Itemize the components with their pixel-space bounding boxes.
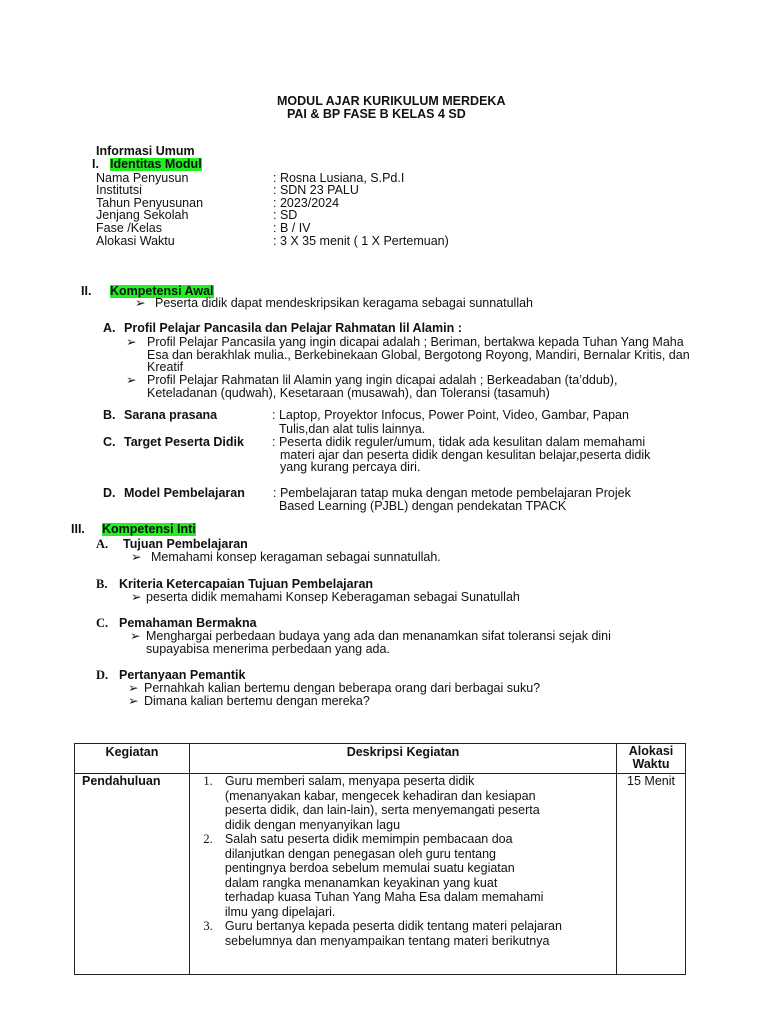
kegiatan-table [74,743,686,975]
section-number-iii: III. [71,522,85,536]
bullet-arrow-icon: ➢ [126,335,137,349]
model-letter: D. [103,486,116,500]
identity-value: : Rosna Lusiana, S.Pd.I [273,171,405,185]
step-line: sebelumnya dan menyampaikan tentang materi berikutnya [224,933,550,948]
inti-title-pertanyaan: Pertanyaan Pemantik [119,668,246,682]
identity-value: : 2023/2024 [273,196,340,210]
bullet-arrow-icon: ➢ [131,550,142,564]
list-item [216,832,616,919]
profil-pancasila-text: Esa dan berakhlak mulia., Berkebinekaan Global, Bergotong Royong, Mandiri, Bernalar Kritis, dan [147,348,690,362]
kegiatan-name: Pendahuluan [82,774,161,788]
profil-pancasila-text: Kreatif [147,360,184,374]
header-kegiatan-label: Kegiatan [105,745,159,759]
header-waktu-label: Waktu [632,757,670,771]
section-number-ii: II. [81,284,92,298]
identity-label: Institutsi [96,183,142,197]
step-line: dalam rangka menanamkan keyakinan yang kuat [224,875,498,890]
inti-text: Menghargai perbedaan budaya yang ada dan menanamkan sifat toleransi sejak dini [146,629,611,643]
header-deskripsi-label: Deskripsi Kegiatan [346,745,460,759]
step-line: (menanyakan kabar, mengecek kehadiran dan kesiapan [224,788,536,803]
identity-label: Fase /Kelas [96,221,163,235]
table-row [75,774,686,975]
section-title-identitas-modul: Identitas Modul [110,157,202,171]
inti-text: Memahami konsep keragaman sebagai sunnatullah. [151,550,441,564]
step-line: terhadap kuasa Tuhan Yang Maha Esa dalam memahami [224,890,544,904]
profil-pancasila-text: Profil Pelajar Pancasila yang ingin dicapai adalah ; Beriman, bertakwa kepada Tuhan Yang Maha [147,335,684,349]
step-line: Salah satu peserta didik memimpin pembacaan doa [224,832,513,846]
target-title: Target Peserta Didik [124,435,244,449]
alokasi-value: 15 Menit [627,774,675,788]
inti-title-tujuan: Tujuan Pembelajaran [123,537,248,551]
identity-label: Jenjang Sekolah [96,208,189,222]
list-item [216,919,616,948]
model-text: : Pembelajaran tatap muka dengan metode pembelajaran Projek [273,486,631,500]
informasi-umum-heading: Informasi Umum [96,144,195,158]
sarana-title: Sarana prasana [124,408,218,422]
model-text: Based Learning (PJBL) dengan pendekatan TPACK [279,499,567,513]
target-text: : Peserta didik reguler/umum, tidak ada kesulitan dalam memahami [272,435,646,449]
bullet-arrow-icon: ➢ [131,590,142,604]
identity-value: : SDN 23 PALU [273,183,359,197]
bullet-arrow-icon: ➢ [128,694,139,708]
target-letter: C. [103,435,116,449]
bullet-arrow-icon: ➢ [135,296,146,310]
profil-title: Profil Pelajar Pancasila dan Pelajar Rahmatan lil Alamin : [124,321,462,335]
header-deskripsi [189,744,616,774]
cell-kegiatan [75,774,190,975]
bullet-arrow-icon: ➢ [128,681,139,695]
section-title-kompetensi-inti: Kompetensi Inti [102,522,196,536]
target-text: materi ajar dan peserta didik dengan kesulitan belajar,peserta didik [280,448,651,462]
cell-alokasi [617,774,686,975]
table-header-row [75,744,686,774]
section-number-i: I. [92,157,99,171]
sarana-text: Tulis,dan alat tulis lainnya. [279,422,426,436]
step-line: ilmu yang dipelajari. [224,904,336,919]
bullet-arrow-icon: ➢ [130,629,141,643]
step-line: didik dengan menyanyikan lagu [224,817,401,832]
step-line: pentingnya berdoa sebelum memulai suatu kegiatan [224,861,515,875]
target-text: yang kurang percaya diri. [280,460,421,474]
header-alokasi [617,744,686,774]
step-line: peserta didik, dan lain-lain), serta menyemangati peserta [224,803,540,817]
document-title-line1: MODUL AJAR KURIKULUM MERDEKA [277,94,506,108]
model-title: Model Pembelajaran [124,486,245,500]
sarana-letter: B. [103,408,116,422]
steps-list [190,774,616,948]
section-title-kompetensi-awal: Kompetensi Awal [110,284,214,298]
list-item [216,774,616,832]
inti-letter: B. [96,577,108,591]
inti-title-kriteria: Kriteria Ketercapaian Tujuan Pembelajaran [119,577,374,591]
identity-value: : SD [273,208,298,222]
inti-text: Pernahkah kalian bertemu dengan beberapa orang dari berbagai suku? [144,681,541,695]
inti-title-pemahaman: Pemahaman Bermakna [119,616,257,630]
step-line: dilanjutkan dengan penegasan oleh guru tentang [224,846,496,861]
inti-text: supayabisa menerima perbedaan yang ada. [146,642,390,656]
kompetensi-awal-bullet: Peserta didik dapat mendeskripsikan keragama sebagai sunnatullah [155,296,534,310]
cell-deskripsi [189,774,616,975]
identity-label: Alokasi Waktu [96,234,175,248]
header-alokasi-label: Alokasi [628,744,674,758]
inti-letter: C. [96,616,109,630]
identity-value: : B / IV [273,221,311,235]
identity-label: Tahun Penyusunan [96,196,204,210]
inti-letter: A. [96,537,109,551]
document-title-line2: PAI & BP FASE B KELAS 4 SD [287,107,466,121]
identity-value: : 3 X 35 menit ( 1 X Pertemuan) [273,234,449,248]
step-line: Guru bertanya kepada peserta didik tentang materi pelajaran [224,919,562,933]
profil-rahmatan-text: Profil Pelajar Rahmatan lil Alamin yang ingin dicapai adalah ; Berkeadaban (ta’ddub), [147,373,618,387]
step-line: Guru memberi salam, menyapa peserta didik [224,774,475,788]
profil-letter: A. [103,321,116,335]
identity-label: Nama Penyusun [96,171,189,185]
inti-letter: D. [96,668,109,682]
bullet-arrow-icon: ➢ [126,373,137,387]
profil-rahmatan-text: Keteladanan (qudwah), Kesetaraan (musawah), dan Toleransi (tasamuh) [147,386,550,400]
sarana-text: : Laptop, Proyektor Infocus, Power Point, Video, Gambar, Papan [272,408,629,422]
header-kegiatan [75,744,190,774]
inti-text: peserta didik memahami Konsep Keberagaman sebagai Sunatullah [146,590,520,604]
inti-text: Dimana kalian bertemu dengan mereka? [144,694,370,708]
